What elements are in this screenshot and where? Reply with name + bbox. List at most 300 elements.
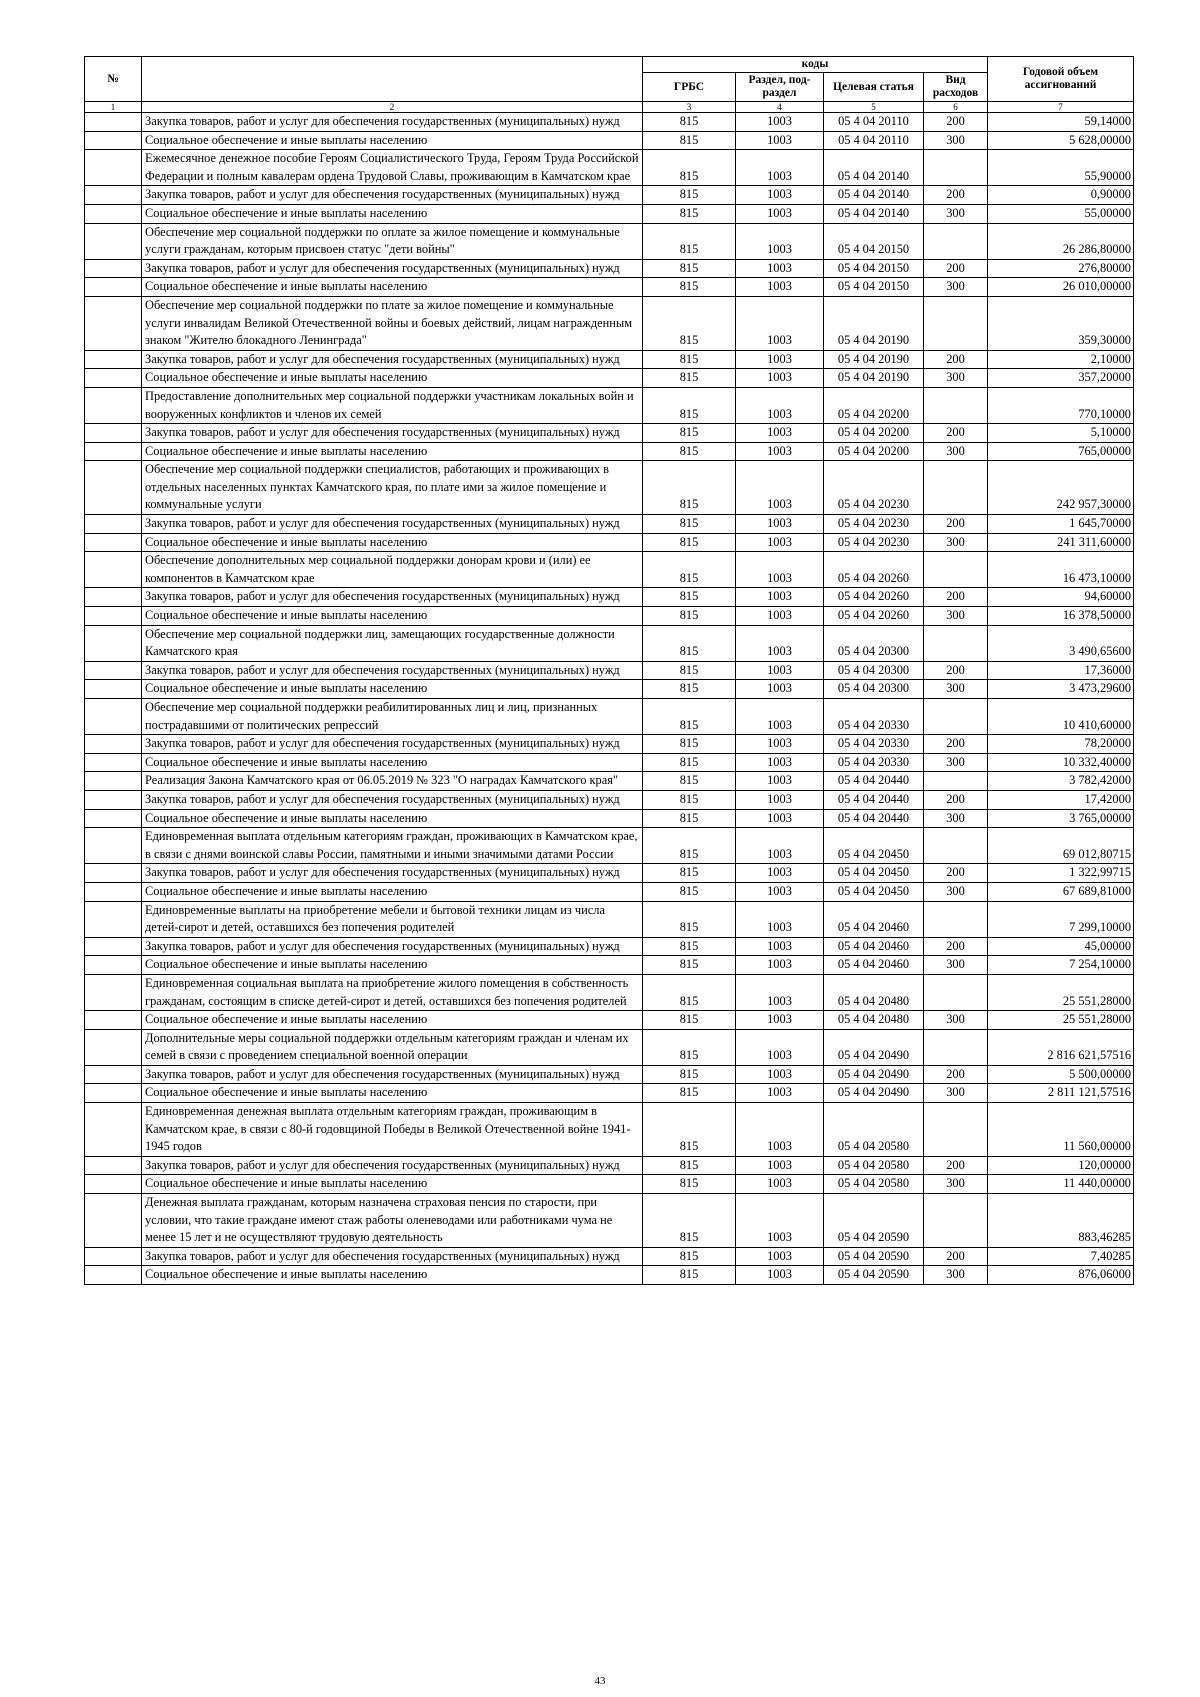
col-number: 4 bbox=[736, 102, 824, 113]
cell-amount: 55,90000 bbox=[988, 150, 1134, 186]
cell-section: 1003 bbox=[736, 901, 824, 937]
cell-amount: 67 689,81000 bbox=[988, 882, 1134, 901]
cell-number bbox=[85, 1194, 142, 1248]
cell-amount: 10 410,60000 bbox=[988, 699, 1134, 735]
cell-number bbox=[85, 1156, 142, 1175]
cell-number bbox=[85, 882, 142, 901]
cell-kind bbox=[924, 974, 988, 1010]
cell-target: 05 4 04 20140 bbox=[824, 204, 924, 223]
cell-amount: 94,60000 bbox=[988, 588, 1134, 607]
cell-grbs: 815 bbox=[643, 204, 736, 223]
cell-grbs: 815 bbox=[643, 369, 736, 388]
cell-amount: 10 332,40000 bbox=[988, 753, 1134, 772]
cell-kind: 200 bbox=[924, 186, 988, 205]
cell-amount: 120,00000 bbox=[988, 1156, 1134, 1175]
cell-section: 1003 bbox=[736, 442, 824, 461]
cell-amount: 17,42000 bbox=[988, 790, 1134, 809]
cell-grbs: 815 bbox=[643, 625, 736, 661]
cell-kind: 300 bbox=[924, 1175, 988, 1194]
cell-description: Закупка товаров, работ и услуг для обеспечения государственных (муниципальных) нужд bbox=[142, 1065, 643, 1084]
cell-number bbox=[85, 1065, 142, 1084]
table-body bbox=[85, 113, 1134, 1285]
cell-target: 05 4 04 20140 bbox=[824, 186, 924, 205]
table-row bbox=[85, 937, 1134, 956]
cell-amount: 7,40285 bbox=[988, 1247, 1134, 1266]
cell-section: 1003 bbox=[736, 1084, 824, 1103]
cell-description: Обеспечение мер социальной поддержки специалистов, работающих и проживающих в отдельных населенных пунктах Камчатского края, по плате ими за жилое помещение и коммунальные услуги bbox=[142, 461, 643, 515]
table-row bbox=[85, 223, 1134, 259]
table-row bbox=[85, 956, 1134, 975]
cell-number bbox=[85, 607, 142, 626]
table-row bbox=[85, 1084, 1134, 1103]
cell-target: 05 4 04 20200 bbox=[824, 387, 924, 423]
cell-grbs: 815 bbox=[643, 864, 736, 883]
cell-target: 05 4 04 20460 bbox=[824, 901, 924, 937]
cell-target: 05 4 04 20110 bbox=[824, 113, 924, 132]
table-row bbox=[85, 387, 1134, 423]
cell-description: Социальное обеспечение и иные выплаты населению bbox=[142, 533, 643, 552]
cell-number bbox=[85, 1084, 142, 1103]
cell-grbs: 815 bbox=[643, 607, 736, 626]
cell-kind: 300 bbox=[924, 533, 988, 552]
cell-target: 05 4 04 20480 bbox=[824, 974, 924, 1010]
cell-target: 05 4 04 20590 bbox=[824, 1266, 924, 1285]
cell-section: 1003 bbox=[736, 1065, 824, 1084]
cell-number bbox=[85, 259, 142, 278]
table-row bbox=[85, 296, 1134, 350]
cell-target: 05 4 04 20260 bbox=[824, 607, 924, 626]
cell-section: 1003 bbox=[736, 424, 824, 443]
cell-kind: 200 bbox=[924, 424, 988, 443]
cell-amount: 78,20000 bbox=[988, 735, 1134, 754]
cell-amount: 5,10000 bbox=[988, 424, 1134, 443]
cell-kind bbox=[924, 150, 988, 186]
cell-target: 05 4 04 20450 bbox=[824, 828, 924, 864]
cell-target: 05 4 04 20200 bbox=[824, 442, 924, 461]
cell-amount: 0,90000 bbox=[988, 186, 1134, 205]
cell-section: 1003 bbox=[736, 790, 824, 809]
cell-description: Единовременная денежная выплата отдельным категориям граждан, проживающим в Камчатском крае, в связи с 80-й годовщиной Победы в Великой Отечественной войне 1941-1945 годов bbox=[142, 1103, 643, 1157]
cell-number bbox=[85, 533, 142, 552]
cell-amount: 242 957,30000 bbox=[988, 461, 1134, 515]
cell-section: 1003 bbox=[736, 1247, 824, 1266]
cell-number bbox=[85, 223, 142, 259]
cell-kind: 300 bbox=[924, 809, 988, 828]
cell-kind: 300 bbox=[924, 131, 988, 150]
cell-number bbox=[85, 278, 142, 297]
cell-grbs: 815 bbox=[643, 772, 736, 791]
cell-number bbox=[85, 461, 142, 515]
cell-kind: 300 bbox=[924, 753, 988, 772]
cell-target: 05 4 04 20490 bbox=[824, 1084, 924, 1103]
cell-kind bbox=[924, 625, 988, 661]
cell-amount: 3 782,42000 bbox=[988, 772, 1134, 791]
cell-description: Единовременная выплата отдельным категориям граждан, проживающих в Камчатском крае, в связи с днями воинской славы России, памятными и иными значимыми датами России bbox=[142, 828, 643, 864]
table-row bbox=[85, 864, 1134, 883]
cell-number bbox=[85, 937, 142, 956]
cell-description: Закупка товаров, работ и услуг для обеспечения государственных (муниципальных) нужд bbox=[142, 588, 643, 607]
cell-target: 05 4 04 20300 bbox=[824, 625, 924, 661]
cell-section: 1003 bbox=[736, 937, 824, 956]
cell-kind: 200 bbox=[924, 790, 988, 809]
cell-target: 05 4 04 20190 bbox=[824, 369, 924, 388]
table-row bbox=[85, 1156, 1134, 1175]
table-row bbox=[85, 278, 1134, 297]
cell-kind: 300 bbox=[924, 1011, 988, 1030]
cell-kind: 300 bbox=[924, 1266, 988, 1285]
cell-description: Обеспечение мер социальной поддержки по оплате за жилое помещение и коммунальные услуги гражданам, которым присвоен статус "дети войны" bbox=[142, 223, 643, 259]
cell-kind: 300 bbox=[924, 882, 988, 901]
cell-target: 05 4 04 20490 bbox=[824, 1065, 924, 1084]
cell-amount: 16 473,10000 bbox=[988, 552, 1134, 588]
cell-section: 1003 bbox=[736, 864, 824, 883]
cell-target: 05 4 04 20260 bbox=[824, 588, 924, 607]
table-row bbox=[85, 552, 1134, 588]
cell-section: 1003 bbox=[736, 625, 824, 661]
cell-grbs: 815 bbox=[643, 552, 736, 588]
cell-target: 05 4 04 20260 bbox=[824, 552, 924, 588]
table-row bbox=[85, 515, 1134, 534]
cell-amount: 770,10000 bbox=[988, 387, 1134, 423]
cell-section: 1003 bbox=[736, 882, 824, 901]
cell-grbs: 815 bbox=[643, 974, 736, 1010]
cell-number bbox=[85, 296, 142, 350]
cell-grbs: 815 bbox=[643, 956, 736, 975]
cell-target: 05 4 04 20440 bbox=[824, 809, 924, 828]
cell-number bbox=[85, 625, 142, 661]
cell-number bbox=[85, 680, 142, 699]
cell-amount: 26 286,80000 bbox=[988, 223, 1134, 259]
cell-target: 05 4 04 20190 bbox=[824, 296, 924, 350]
cell-grbs: 815 bbox=[643, 131, 736, 150]
cell-target: 05 4 04 20590 bbox=[824, 1194, 924, 1248]
cell-target: 05 4 04 20580 bbox=[824, 1156, 924, 1175]
cell-number bbox=[85, 956, 142, 975]
cell-grbs: 815 bbox=[643, 1194, 736, 1248]
cell-grbs: 815 bbox=[643, 223, 736, 259]
cell-kind: 200 bbox=[924, 1065, 988, 1084]
table-row bbox=[85, 1266, 1134, 1285]
cell-grbs: 815 bbox=[643, 1247, 736, 1266]
col-number: 1 bbox=[85, 102, 142, 113]
cell-amount: 5 500,00000 bbox=[988, 1065, 1134, 1084]
budget-table bbox=[84, 56, 1134, 1285]
cell-description: Социальное обеспечение и иные выплаты населению bbox=[142, 204, 643, 223]
cell-target: 05 4 04 20330 bbox=[824, 735, 924, 754]
cell-description: Дополнительные меры социальной поддержки отдельным категориям граждан и членам их семей в связи с проведением специальной военной операции bbox=[142, 1029, 643, 1065]
cell-kind: 200 bbox=[924, 259, 988, 278]
header-amount: Годовой объем ассигнований bbox=[988, 57, 1134, 102]
table-row bbox=[85, 625, 1134, 661]
cell-section: 1003 bbox=[736, 1156, 824, 1175]
cell-number bbox=[85, 150, 142, 186]
cell-description: Обеспечение дополнительных мер социальной поддержки донорам крови и (или) ее компонентов в Камчатском крае bbox=[142, 552, 643, 588]
table-row bbox=[85, 699, 1134, 735]
cell-description: Закупка товаров, работ и услуг для обеспечения государственных (муниципальных) нужд bbox=[142, 350, 643, 369]
cell-target: 05 4 04 20450 bbox=[824, 864, 924, 883]
cell-amount: 59,14000 bbox=[988, 113, 1134, 132]
table-row bbox=[85, 809, 1134, 828]
table-header bbox=[85, 57, 1134, 113]
table-row bbox=[85, 186, 1134, 205]
cell-section: 1003 bbox=[736, 515, 824, 534]
col-number: 2 bbox=[142, 102, 643, 113]
cell-target: 05 4 04 20450 bbox=[824, 882, 924, 901]
cell-description: Закупка товаров, работ и услуг для обеспечения государственных (муниципальных) нужд bbox=[142, 515, 643, 534]
cell-grbs: 815 bbox=[643, 937, 736, 956]
table-row bbox=[85, 1029, 1134, 1065]
cell-grbs: 815 bbox=[643, 1084, 736, 1103]
cell-grbs: 815 bbox=[643, 278, 736, 297]
header-section: Раздел, под-раздел bbox=[736, 73, 824, 102]
cell-amount: 241 311,60000 bbox=[988, 533, 1134, 552]
cell-kind: 300 bbox=[924, 680, 988, 699]
cell-number bbox=[85, 369, 142, 388]
cell-kind bbox=[924, 1029, 988, 1065]
cell-section: 1003 bbox=[736, 680, 824, 699]
cell-grbs: 815 bbox=[643, 753, 736, 772]
cell-amount: 359,30000 bbox=[988, 296, 1134, 350]
cell-section: 1003 bbox=[736, 113, 824, 132]
cell-target: 05 4 04 20190 bbox=[824, 350, 924, 369]
header-name-blank bbox=[142, 57, 643, 102]
cell-grbs: 815 bbox=[643, 461, 736, 515]
cell-section: 1003 bbox=[736, 661, 824, 680]
cell-section: 1003 bbox=[736, 350, 824, 369]
cell-amount: 55,00000 bbox=[988, 204, 1134, 223]
cell-number bbox=[85, 864, 142, 883]
cell-target: 05 4 04 20150 bbox=[824, 278, 924, 297]
table-row bbox=[85, 424, 1134, 443]
cell-grbs: 815 bbox=[643, 1266, 736, 1285]
cell-section: 1003 bbox=[736, 552, 824, 588]
cell-description: Социальное обеспечение и иные выплаты населению bbox=[142, 1175, 643, 1194]
cell-description: Социальное обеспечение и иные выплаты населению bbox=[142, 809, 643, 828]
cell-amount: 1 322,99715 bbox=[988, 864, 1134, 883]
cell-amount: 7 299,10000 bbox=[988, 901, 1134, 937]
table-row bbox=[85, 882, 1134, 901]
cell-grbs: 815 bbox=[643, 809, 736, 828]
cell-amount: 357,20000 bbox=[988, 369, 1134, 388]
cell-description: Закупка товаров, работ и услуг для обеспечения государственных (муниципальных) нужд bbox=[142, 1156, 643, 1175]
cell-grbs: 815 bbox=[643, 699, 736, 735]
cell-kind bbox=[924, 1103, 988, 1157]
cell-kind bbox=[924, 901, 988, 937]
cell-amount: 2 816 621,57516 bbox=[988, 1029, 1134, 1065]
cell-description: Закупка товаров, работ и услуг для обеспечения государственных (муниципальных) нужд bbox=[142, 1247, 643, 1266]
cell-target: 05 4 04 20150 bbox=[824, 259, 924, 278]
cell-amount: 7 254,10000 bbox=[988, 956, 1134, 975]
table-row bbox=[85, 1103, 1134, 1157]
header-target: Целевая статья bbox=[824, 73, 924, 102]
cell-amount: 69 012,80715 bbox=[988, 828, 1134, 864]
cell-grbs: 815 bbox=[643, 150, 736, 186]
cell-number bbox=[85, 1247, 142, 1266]
cell-grbs: 815 bbox=[643, 533, 736, 552]
cell-kind: 300 bbox=[924, 204, 988, 223]
cell-number bbox=[85, 1103, 142, 1157]
cell-grbs: 815 bbox=[643, 680, 736, 699]
cell-kind: 200 bbox=[924, 350, 988, 369]
cell-amount: 3 765,00000 bbox=[988, 809, 1134, 828]
cell-description: Социальное обеспечение и иные выплаты населению bbox=[142, 1084, 643, 1103]
header-kind: Вид расходов bbox=[924, 73, 988, 102]
cell-kind: 300 bbox=[924, 1084, 988, 1103]
cell-section: 1003 bbox=[736, 588, 824, 607]
cell-section: 1003 bbox=[736, 809, 824, 828]
cell-target: 05 4 04 20490 bbox=[824, 1029, 924, 1065]
col-number: 3 bbox=[643, 102, 736, 113]
cell-kind: 200 bbox=[924, 937, 988, 956]
cell-number bbox=[85, 350, 142, 369]
cell-grbs: 815 bbox=[643, 735, 736, 754]
cell-section: 1003 bbox=[736, 533, 824, 552]
cell-grbs: 815 bbox=[643, 186, 736, 205]
cell-number bbox=[85, 424, 142, 443]
cell-description: Закупка товаров, работ и услуг для обеспечения государственных (муниципальных) нужд bbox=[142, 186, 643, 205]
cell-target: 05 4 04 20460 bbox=[824, 956, 924, 975]
cell-description: Социальное обеспечение и иные выплаты населению bbox=[142, 1011, 643, 1030]
cell-description: Социальное обеспечение и иные выплаты населению bbox=[142, 1266, 643, 1285]
cell-amount: 3 490,65600 bbox=[988, 625, 1134, 661]
cell-description: Социальное обеспечение и иные выплаты населению bbox=[142, 442, 643, 461]
cell-amount: 45,00000 bbox=[988, 937, 1134, 956]
cell-number bbox=[85, 442, 142, 461]
cell-grbs: 815 bbox=[643, 1175, 736, 1194]
header-grbs: ГРБС bbox=[643, 73, 736, 102]
cell-kind bbox=[924, 828, 988, 864]
cell-grbs: 815 bbox=[643, 113, 736, 132]
page-number: 43 bbox=[594, 1675, 606, 1687]
cell-description: Реализация Закона Камчатского края от 06.05.2019 № 323 "О наградах Камчатского края" bbox=[142, 772, 643, 791]
cell-section: 1003 bbox=[736, 735, 824, 754]
cell-number bbox=[85, 515, 142, 534]
cell-target: 05 4 04 20330 bbox=[824, 753, 924, 772]
cell-grbs: 815 bbox=[643, 828, 736, 864]
cell-kind: 300 bbox=[924, 369, 988, 388]
table-row bbox=[85, 350, 1134, 369]
cell-grbs: 815 bbox=[643, 259, 736, 278]
cell-number bbox=[85, 753, 142, 772]
cell-grbs: 815 bbox=[643, 588, 736, 607]
cell-section: 1003 bbox=[736, 753, 824, 772]
cell-description: Социальное обеспечение и иные выплаты населению bbox=[142, 882, 643, 901]
cell-target: 05 4 04 20140 bbox=[824, 150, 924, 186]
table-row bbox=[85, 131, 1134, 150]
table-row bbox=[85, 588, 1134, 607]
cell-grbs: 815 bbox=[643, 296, 736, 350]
cell-number bbox=[85, 204, 142, 223]
cell-grbs: 815 bbox=[643, 387, 736, 423]
cell-target: 05 4 04 20440 bbox=[824, 790, 924, 809]
cell-target: 05 4 04 20110 bbox=[824, 131, 924, 150]
header-codes: коды bbox=[643, 57, 988, 73]
cell-section: 1003 bbox=[736, 150, 824, 186]
cell-amount: 3 473,29600 bbox=[988, 680, 1134, 699]
cell-description: Предоставление дополнительных мер социальной поддержки участникам локальных войн и вооруженных конфликтов и членов их семей bbox=[142, 387, 643, 423]
cell-grbs: 815 bbox=[643, 901, 736, 937]
table-row bbox=[85, 607, 1134, 626]
cell-grbs: 815 bbox=[643, 424, 736, 443]
cell-number bbox=[85, 661, 142, 680]
cell-amount: 25 551,28000 bbox=[988, 1011, 1134, 1030]
cell-section: 1003 bbox=[736, 259, 824, 278]
cell-kind: 200 bbox=[924, 661, 988, 680]
cell-description: Денежная выплата гражданам, которым назначена страховая пенсия по старости, при условии, что такие граждане имеют стаж работы оленеводами или работниками чума не менее 15 лет и не осуществляют трудовую деятельность bbox=[142, 1194, 643, 1248]
table-row bbox=[85, 1065, 1134, 1084]
cell-description: Социальное обеспечение и иные выплаты населению bbox=[142, 753, 643, 772]
cell-amount: 1 645,70000 bbox=[988, 515, 1134, 534]
cell-description: Социальное обеспечение и иные выплаты населению bbox=[142, 131, 643, 150]
cell-amount: 11 560,00000 bbox=[988, 1103, 1134, 1157]
cell-description: Социальное обеспечение и иные выплаты населению bbox=[142, 956, 643, 975]
table-row bbox=[85, 259, 1134, 278]
cell-number bbox=[85, 387, 142, 423]
cell-target: 05 4 04 20330 bbox=[824, 699, 924, 735]
cell-grbs: 815 bbox=[643, 882, 736, 901]
cell-number bbox=[85, 588, 142, 607]
table-row bbox=[85, 974, 1134, 1010]
cell-kind bbox=[924, 387, 988, 423]
cell-target: 05 4 04 20150 bbox=[824, 223, 924, 259]
table-row bbox=[85, 1247, 1134, 1266]
table-row bbox=[85, 369, 1134, 388]
cell-number bbox=[85, 1266, 142, 1285]
cell-section: 1003 bbox=[736, 1194, 824, 1248]
cell-section: 1003 bbox=[736, 772, 824, 791]
cell-description: Закупка товаров, работ и услуг для обеспечения государственных (муниципальных) нужд bbox=[142, 735, 643, 754]
cell-description: Закупка товаров, работ и услуг для обеспечения государственных (муниципальных) нужд bbox=[142, 424, 643, 443]
cell-description: Единовременная социальная выплата на приобретение жилого помещения в собственность гражданам, состоящим в списке детей-сирот и детей, оставшихся без попечения родителей bbox=[142, 974, 643, 1010]
cell-kind bbox=[924, 296, 988, 350]
cell-amount: 16 378,50000 bbox=[988, 607, 1134, 626]
cell-grbs: 815 bbox=[643, 350, 736, 369]
cell-description: Единовременные выплаты на приобретение мебели и бытовой техники лицам из числа детей-сирот и детей, оставшихся без попечения родителей bbox=[142, 901, 643, 937]
cell-amount: 876,06000 bbox=[988, 1266, 1134, 1285]
cell-description: Закупка товаров, работ и услуг для обеспечения государственных (муниципальных) нужд bbox=[142, 113, 643, 132]
table-row bbox=[85, 533, 1134, 552]
cell-amount: 2,10000 bbox=[988, 350, 1134, 369]
cell-description: Закупка товаров, работ и услуг для обеспечения государственных (муниципальных) нужд bbox=[142, 661, 643, 680]
cell-description: Закупка товаров, работ и услуг для обеспечения государственных (муниципальных) нужд bbox=[142, 937, 643, 956]
cell-grbs: 815 bbox=[643, 661, 736, 680]
table-row bbox=[85, 828, 1134, 864]
table-row bbox=[85, 461, 1134, 515]
cell-section: 1003 bbox=[736, 461, 824, 515]
table-row bbox=[85, 150, 1134, 186]
header-num: № bbox=[85, 57, 142, 102]
table-row bbox=[85, 901, 1134, 937]
cell-target: 05 4 04 20200 bbox=[824, 424, 924, 443]
cell-grbs: 815 bbox=[643, 515, 736, 534]
cell-target: 05 4 04 20590 bbox=[824, 1247, 924, 1266]
cell-section: 1003 bbox=[736, 296, 824, 350]
cell-amount: 765,00000 bbox=[988, 442, 1134, 461]
cell-amount: 25 551,28000 bbox=[988, 974, 1134, 1010]
cell-target: 05 4 04 20460 bbox=[824, 937, 924, 956]
cell-description: Обеспечение мер социальной поддержки по плате за жилое помещение и коммунальные услуги инвалидам Великой Отечественной войны и боевых действий, лицам награжденным знаком "Жителю блокадного Ленинграда" bbox=[142, 296, 643, 350]
cell-number bbox=[85, 735, 142, 754]
cell-description: Социальное обеспечение и иные выплаты населению bbox=[142, 607, 643, 626]
cell-section: 1003 bbox=[736, 369, 824, 388]
table-row bbox=[85, 735, 1134, 754]
cell-amount: 26 010,00000 bbox=[988, 278, 1134, 297]
cell-number bbox=[85, 790, 142, 809]
cell-section: 1003 bbox=[736, 186, 824, 205]
cell-kind: 200 bbox=[924, 515, 988, 534]
cell-section: 1003 bbox=[736, 828, 824, 864]
cell-section: 1003 bbox=[736, 204, 824, 223]
